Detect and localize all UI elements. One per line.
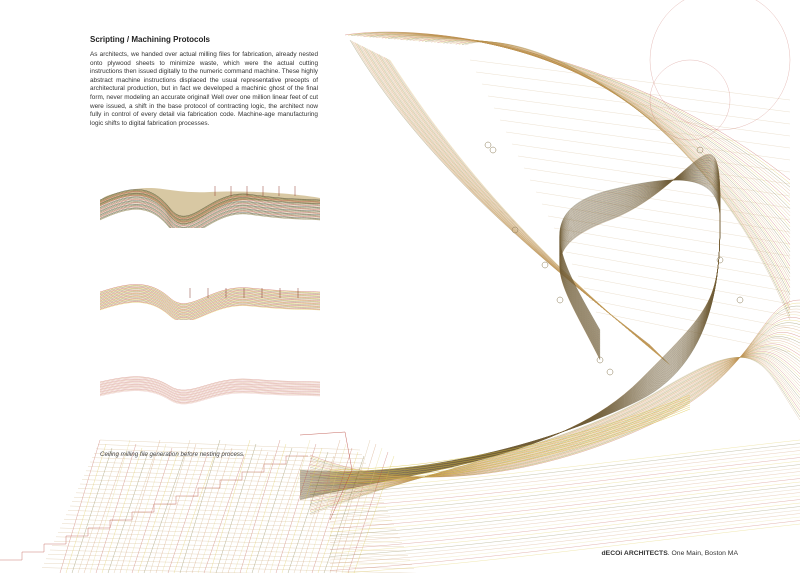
firm-name: dECOi ARCHITECTS xyxy=(601,550,668,557)
ceiling-thumbnail-lines xyxy=(100,370,320,410)
figure-caption: Ceiling milling file generation before nesting process. xyxy=(100,451,245,458)
footer-credit xyxy=(602,550,738,557)
firm-address: . One Main, Boston MA xyxy=(667,550,738,557)
section-title: Scripting / Machining Protocols xyxy=(90,35,211,44)
ceiling-thumbnail-ribs xyxy=(100,278,320,320)
body-paragraph: As architects, we handed over actual milling files for fabrication, already nested onto plywood sheets to minimize waste, which were the actual cutting instructions then issued digitally to the numeric command machine. These highly abstract machine instructions displaced the usual representative precepts of architectural production, but in fact we developed a machinic ghost of the final form, never modeling an accurate original! Well over one million linear feet of cut were issued, a shift in the base protocol of contracting logic, the architect now fully in control of every detail via fabrication code. Machine-age manufacturing logic shifts to digital fabrication processes. xyxy=(90,51,318,127)
ceiling-thumbnail-shaded xyxy=(100,178,320,228)
